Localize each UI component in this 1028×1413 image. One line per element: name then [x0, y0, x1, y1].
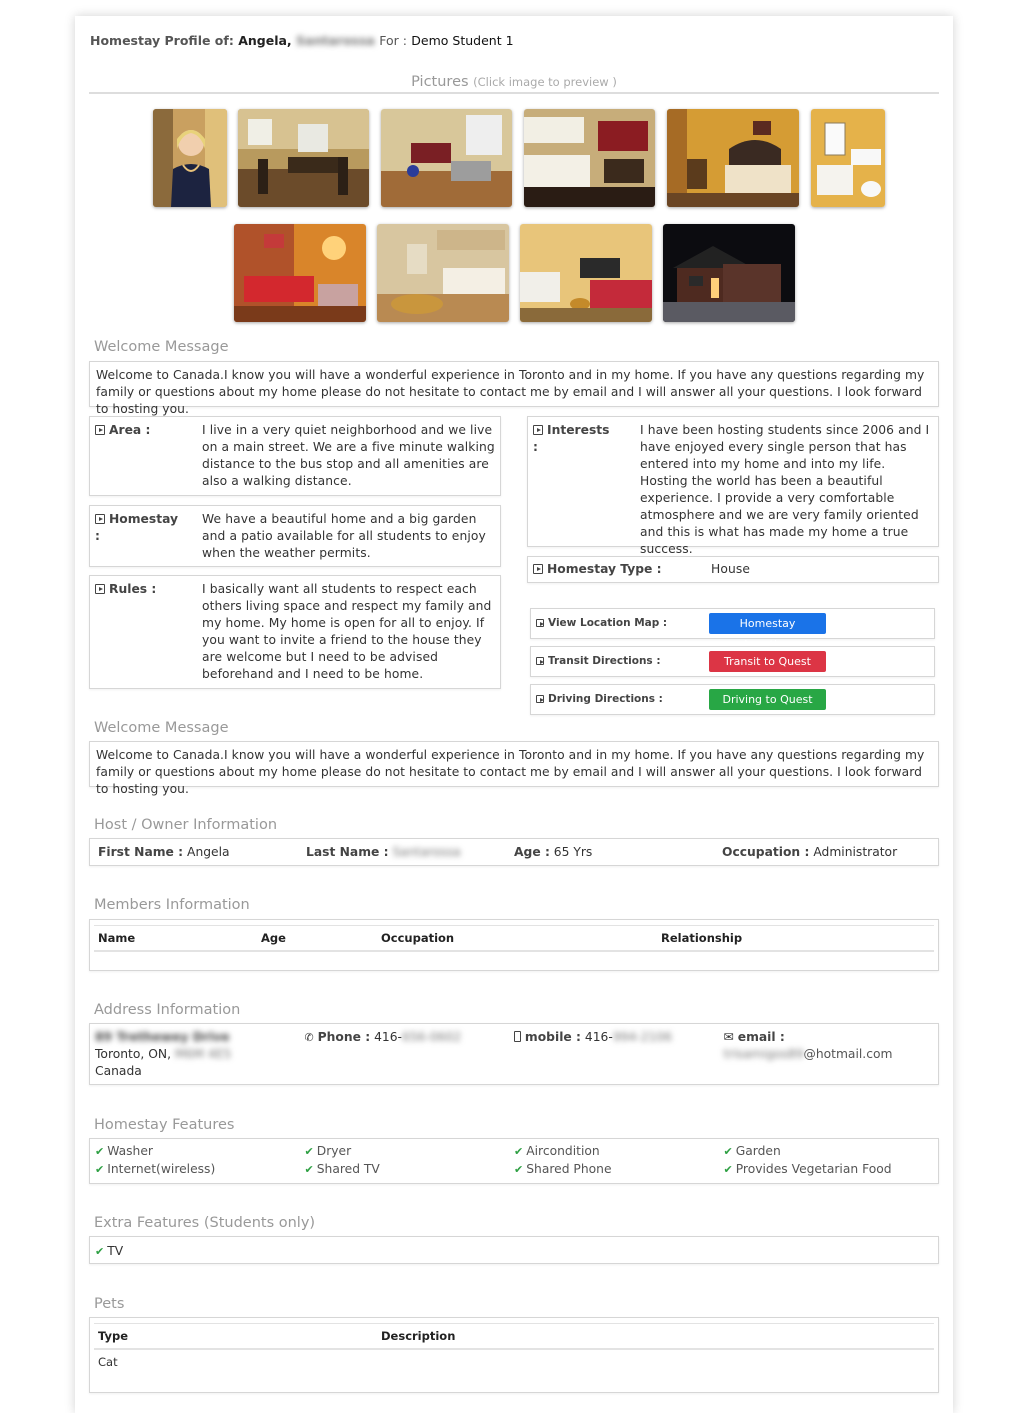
check-icon: ✔	[723, 1163, 733, 1176]
phone-field: ✆ Phone : 416-656-0602	[304, 1030, 462, 1044]
members-title: Members Information	[94, 897, 250, 913]
street-address: 89 Trethewey Drive Toronto, ON, M6M 4E5 Canada	[95, 1030, 232, 1078]
photo-host-portrait[interactable]	[153, 109, 227, 207]
address-title: Address Information	[94, 1002, 241, 1018]
profile-label: Homestay Profile of:	[90, 33, 234, 48]
profile-header	[90, 33, 514, 48]
feature-item: ✔ Dryer	[304, 1144, 352, 1158]
homestay-location-button[interactable]: Homestay Location	[709, 613, 826, 634]
envelope-icon: ✉	[723, 1030, 734, 1044]
pets-table-header	[94, 1324, 934, 1348]
homestay-type-label: Homestay Type :	[533, 561, 711, 578]
phone-icon: ✆	[304, 1031, 314, 1044]
pets-box	[89, 1317, 939, 1393]
first-name-field: First Name : Angela	[98, 845, 230, 859]
map-label: View Location Map :	[536, 615, 709, 632]
pets-col-description: Description	[381, 1328, 456, 1343]
features-title: Homestay Features	[94, 1117, 235, 1133]
check-icon: ✔	[304, 1163, 314, 1176]
welcome-title: Welcome Message	[94, 339, 229, 355]
homestay-type-box	[527, 556, 939, 583]
check-icon: ✔	[514, 1163, 524, 1176]
extra-feature-item: TV	[107, 1244, 124, 1258]
transit-label: Transit Directions :	[536, 653, 709, 670]
homestay-box	[89, 505, 501, 567]
host-info-box	[89, 838, 939, 866]
homestay-profile-page	[75, 16, 953, 1413]
members-col-age: Age	[261, 930, 286, 945]
student-name: Demo Student 1	[411, 33, 514, 48]
transit-row	[530, 646, 935, 677]
caret-square-icon	[536, 695, 544, 703]
map-row	[530, 608, 935, 651]
driving-to-quest-button[interactable]: Driving to Quest	[709, 689, 826, 710]
members-col-occupation: Occupation	[381, 930, 455, 945]
caret-square-icon	[95, 584, 105, 594]
features-box	[89, 1138, 939, 1184]
welcome-message-2: Welcome to Canada.I know you will have a wonderful experience in Toronto and in my home. If you have any questions regarding my family or questions about my home please do not hesitate to contact me by email and I will answer all your questions. I look forward to hosting you.	[89, 741, 939, 787]
host-last-name: Santarossa	[296, 33, 375, 48]
members-box	[89, 919, 939, 971]
caret-square-icon	[536, 657, 544, 665]
check-icon: ✔	[304, 1145, 314, 1158]
photo-dining-room[interactable]	[238, 109, 369, 207]
photo-bathroom[interactable]	[811, 109, 885, 207]
caret-square-icon	[536, 619, 544, 627]
homestay-type-value: House	[711, 562, 751, 576]
host-info-title: Host / Owner Information	[94, 817, 278, 833]
feature-item: ✔ Aircondition	[514, 1144, 600, 1158]
check-icon: ✔	[723, 1145, 733, 1158]
for-label: For :	[379, 33, 407, 48]
interests-text: I have been hosting students since 2006 and I have enjoyed every single person that has entered into my home and into my life. Hosting the world has been a beautiful experience. I provide a very comfortable atmosphere and we are very family oriented and this is what has made my home a true success.	[640, 423, 930, 556]
members-col-relationship: Relationship	[661, 930, 743, 945]
photo-house-exterior-night[interactable]	[663, 224, 795, 322]
transit-to-quest-button[interactable]: Transit to Quest	[709, 651, 826, 672]
rules-text: I basically want all students to respect each others living space and respect my family and my home. My home is open for all to enjoy. If you want to invite a friend to the house they are welcome but I need to be advised beforehand and I need to be home.	[202, 582, 492, 681]
address-box	[89, 1023, 939, 1085]
pictures-hint: (Click image to preview )	[473, 75, 617, 89]
check-icon: ✔	[95, 1163, 105, 1176]
pets-col-type: Type	[98, 1328, 129, 1343]
last-name-field: Last Name : Santarossa	[306, 845, 461, 859]
photo-bedroom-1[interactable]	[667, 109, 799, 207]
photo-kitchen[interactable]	[524, 109, 655, 207]
welcome-message: Welcome to Canada.I know you will have a wonderful experience in Toronto and in my home. If you have any questions regarding my family or questions about my home please do not hesitate to contact me by email and I will answer all your questions. I look forward to hosting you.	[89, 361, 939, 407]
driving-row	[530, 684, 935, 715]
area-text: I live in a very quiet neighborhood and we live on a main street. We are a five minute walking distance to the bus stop and all amenities are also a walking distance.	[202, 423, 495, 488]
photo-bedroom-3[interactable]	[520, 224, 652, 322]
check-icon: ✔	[95, 1145, 105, 1158]
caret-square-icon	[533, 564, 543, 574]
photo-bedroom-2[interactable]	[234, 224, 366, 322]
pet-type: Cat	[98, 1355, 118, 1369]
host-first-name: Angela,	[238, 33, 292, 48]
extra-features-box	[89, 1236, 939, 1264]
feature-item: ✔ Garden	[723, 1144, 781, 1158]
check-icon: ✔	[514, 1145, 524, 1158]
feature-item: ✔ Internet(wireless)	[95, 1162, 216, 1176]
interests-label: Interests :	[533, 423, 610, 454]
occupation-field: Occupation : Administrator	[722, 845, 898, 859]
rules-label: Rules :	[95, 581, 202, 683]
check-icon: ✔	[95, 1245, 105, 1258]
pets-title: Pets	[94, 1296, 125, 1312]
rules-box	[89, 575, 501, 689]
area-label: Area :	[95, 422, 202, 490]
driving-label: Driving Directions :	[536, 691, 709, 708]
mobile-icon	[514, 1031, 521, 1042]
photo-basement-kitchen[interactable]	[377, 224, 509, 322]
age-field: Age : 65 Yrs	[514, 845, 593, 859]
photo-living-room[interactable]	[381, 109, 512, 207]
email-field: ✉ email : trisamigos89@hotmail.com	[723, 1030, 893, 1061]
table-row	[90, 1350, 938, 1375]
caret-square-icon	[95, 425, 105, 435]
caret-square-icon	[95, 514, 105, 524]
feature-item: ✔ Shared Phone	[514, 1162, 612, 1176]
area-box	[89, 416, 501, 496]
feature-item: ✔ Provides Vegetarian Food	[723, 1162, 892, 1176]
mobile-field: mobile : 416-994-2106	[514, 1029, 724, 1080]
members-col-name: Name	[98, 930, 136, 945]
homestay-text: We have a beautiful home and a big garden and a patio available for all students to enjoy when the weather permits.	[202, 512, 486, 560]
pictures-label: Pictures	[411, 74, 469, 90]
members-table	[94, 926, 934, 950]
feature-item: ✔ Shared TV	[304, 1162, 380, 1176]
feature-item: ✔ Washer	[95, 1144, 153, 1158]
homestay-label: Homestay :	[95, 512, 179, 543]
caret-square-icon	[533, 425, 543, 435]
extra-features-title: Extra Features (Students only)	[94, 1215, 316, 1231]
welcome-title-2: Welcome Message	[94, 720, 229, 736]
pictures-title	[89, 74, 939, 94]
interests-box	[527, 416, 939, 556]
